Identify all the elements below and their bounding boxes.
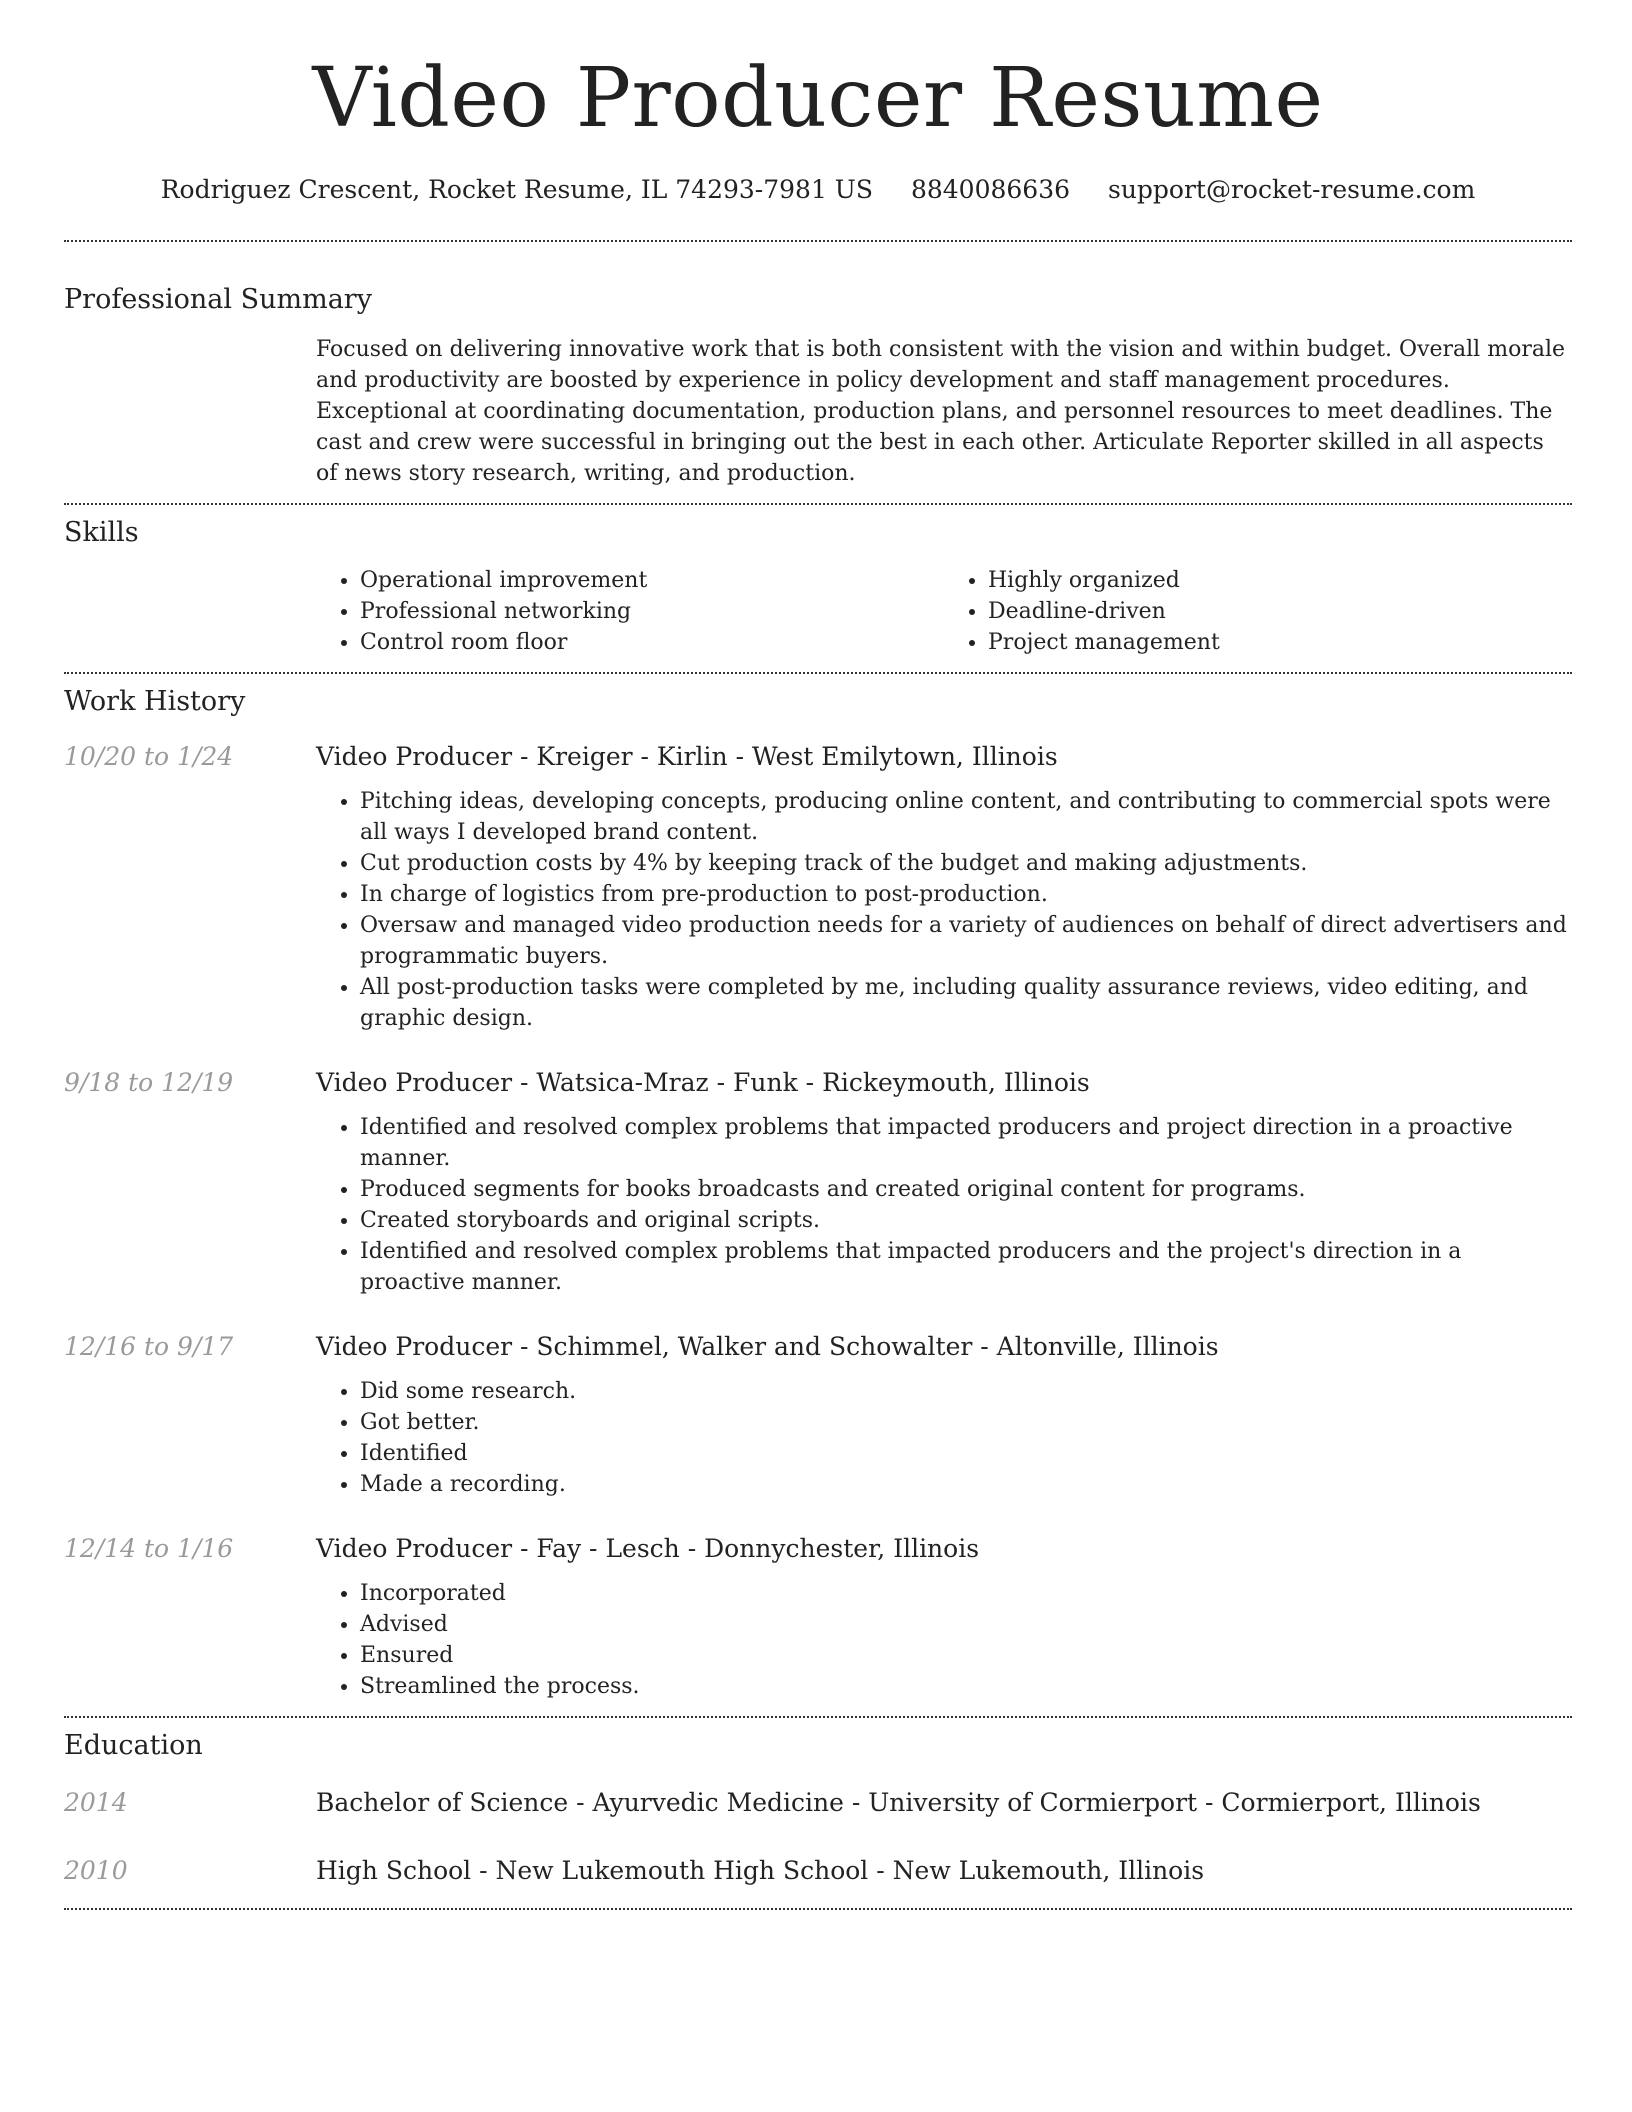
skill-item: • Deadline-driven: [988, 596, 1572, 627]
skill-item: • Professional networking: [360, 596, 944, 627]
job-bullet: • Cut production costs by 4% by keeping track of the budget and making adjustments.: [360, 848, 1572, 879]
job-entry: [64, 1066, 1572, 1298]
skills-column-right: [944, 565, 1572, 658]
job-title: Video Producer - Fay - Lesch - Donnychester, Illinois: [316, 1534, 980, 1563]
job-title: Video Producer - Kreiger - Kirlin - West Emilytown, Illinois: [316, 742, 1058, 771]
job-bullet: • Did some research.: [360, 1376, 1572, 1407]
job-bullet: • Identified and resolved complex problems that impacted producers and the project's direction in a proactive manner.: [360, 1236, 1572, 1298]
skill-item: • Operational improvement: [360, 565, 944, 596]
divider: [64, 240, 1572, 242]
job-bullet: • Identified: [360, 1438, 1572, 1469]
job-details: [316, 740, 1572, 1034]
job-bullet: • Streamlined the process.: [360, 1671, 1572, 1702]
divider: [64, 503, 1572, 505]
job-entry: [64, 740, 1572, 1034]
job-bullets: [316, 1578, 1572, 1702]
job-dates: 12/14 to 1/16: [64, 1534, 234, 1563]
job-bullets: [316, 1376, 1572, 1500]
divider: [64, 672, 1572, 674]
job-entry: [64, 1532, 1572, 1702]
job-dates: 10/20 to 1/24: [64, 742, 234, 771]
education-section: [64, 1728, 1572, 1888]
education-entry: [64, 1786, 1572, 1820]
job-details: [316, 1532, 1572, 1702]
summary-heading: Professional Summary: [64, 284, 372, 315]
job-bullet: • Identified and resolved complex problems that impacted producers and project direction in a proactive manner.: [360, 1112, 1572, 1174]
job-bullet: • Incorporated: [360, 1578, 1572, 1609]
job-dates: 9/18 to 12/19: [64, 1068, 234, 1097]
education-details: High School - New Lukemouth High School - New Lukemouth, Illinois: [316, 1856, 1205, 1885]
resume-title: Video Producer Resume: [312, 51, 1324, 146]
contact-phone: 8840086636: [910, 175, 1071, 204]
education-year: 2010: [64, 1856, 128, 1885]
summary-text: Focused on delivering innovative work that is both consistent with the vision and within budget. Overall morale and productivity are boosted by experience in policy development and staff management procedures. Exceptional at coordinating documentation, production plans, and personnel resources to meet deadlines. The cast and crew were successful in bringing out the best in each other. Articulate Reporter skilled in all aspects of news story research, writing, and production.: [316, 337, 1566, 486]
divider: [64, 1716, 1572, 1718]
job-bullet: • Made a recording.: [360, 1469, 1572, 1500]
education-heading: Education: [64, 1730, 203, 1761]
job-entry: [64, 1330, 1572, 1500]
resume-page: [64, 0, 1572, 1910]
job-bullet: • Pitching ideas, developing concepts, producing online content, and contributing to commercial spots were all ways I developed brand content.: [360, 786, 1572, 848]
skills-section: [64, 515, 1572, 658]
contact-address: Rodriguez Crescent, Rocket Resume, IL 74293-7981 US: [160, 175, 874, 204]
job-dates: 12/16 to 9/17: [64, 1332, 234, 1361]
contact-line: [64, 170, 1572, 210]
summary-section: [64, 282, 1572, 489]
job-bullets: [316, 1112, 1572, 1298]
job-bullets: [316, 786, 1572, 1034]
education-year: 2014: [64, 1788, 128, 1817]
skills-heading: Skills: [64, 517, 139, 548]
education-entry: [64, 1854, 1572, 1888]
job-details: [316, 1330, 1572, 1500]
divider: [64, 1908, 1572, 1910]
job-bullet: • Produced segments for books broadcasts and created original content for programs.: [360, 1174, 1572, 1205]
work-history-heading: Work History: [64, 686, 246, 717]
job-bullet: • Advised: [360, 1609, 1572, 1640]
job-bullet: • All post-production tasks were completed by me, including quality assurance reviews, video editing, and graphic design.: [360, 972, 1572, 1034]
skills-column-left: [316, 565, 944, 658]
job-bullet: • Oversaw and managed video production needs for a variety of audiences on behalf of direct advertisers and programmatic buyers.: [360, 910, 1572, 972]
skill-item: • Highly organized: [988, 565, 1572, 596]
education-details: Bachelor of Science - Ayurvedic Medicine - University of Cormierport - Cormierport, Illinois: [316, 1788, 1481, 1817]
job-bullet: • Got better.: [360, 1407, 1572, 1438]
job-details: [316, 1066, 1572, 1298]
skill-item: • Project management: [988, 627, 1572, 658]
job-bullet: • Created storyboards and original scripts.: [360, 1205, 1572, 1236]
skill-item: • Control room floor: [360, 627, 944, 658]
contact-email: support@rocket-resume.com: [1107, 175, 1476, 204]
job-bullet: • Ensured: [360, 1640, 1572, 1671]
job-title: Video Producer - Watsica-Mraz - Funk - Rickeymouth, Illinois: [316, 1068, 1090, 1097]
job-bullet: • In charge of logistics from pre-production to post-production.: [360, 879, 1572, 910]
skills-list: [316, 565, 1572, 658]
job-title: Video Producer - Schimmel, Walker and Schowalter - Altonville, Illinois: [316, 1332, 1219, 1361]
work-history-section: [64, 684, 1572, 1702]
